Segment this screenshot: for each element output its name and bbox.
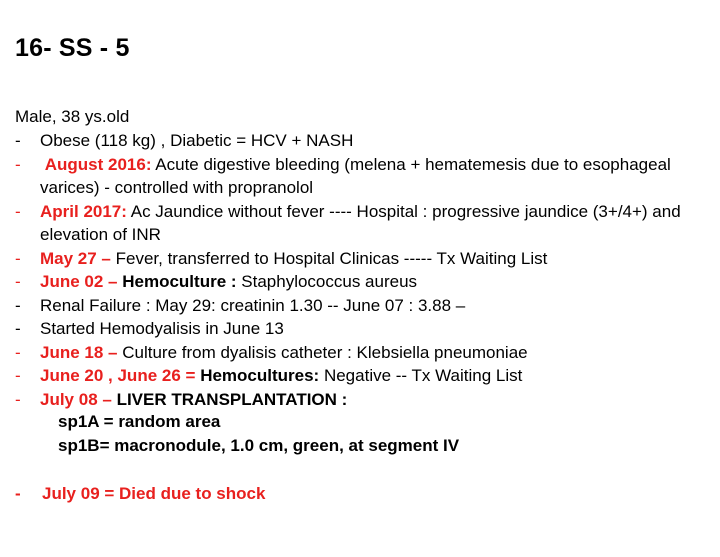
item-text: Obese (118 kg) , Diabetic = HCV + NASH bbox=[40, 131, 354, 150]
item-text: Started Hemodyalisis in June 13 bbox=[40, 319, 284, 338]
item-date-label: August 2016: bbox=[44, 154, 152, 174]
item-text: Renal Failure : May 29: creatinin 1.30 -- June 07 : 3.88 – bbox=[40, 295, 466, 315]
item-text: Staphylococcus aureus bbox=[241, 272, 418, 291]
item-text: Acute digestive bleeding (melena + hematemesis due to esophageal varices) - controlled with propranolol bbox=[40, 154, 671, 197]
item-date-label: June 18 – bbox=[40, 342, 118, 362]
item-text: Culture from dyalisis catheter : Klebsiella pneumoniae bbox=[122, 342, 528, 362]
list-item bbox=[15, 294, 705, 318]
item-date-label: June 20 , June 26 = bbox=[40, 366, 196, 385]
item-date-label: July 08 – bbox=[40, 389, 112, 409]
list-item bbox=[15, 129, 705, 153]
timeline-list bbox=[15, 129, 705, 411]
slide-title: 16- SS - 5 bbox=[15, 34, 130, 62]
item-text: Fever, transferred to Hospital Clinicas ----- Tx Waiting List bbox=[115, 248, 548, 268]
list-item bbox=[15, 341, 705, 365]
list-item bbox=[15, 200, 705, 247]
item-text: Ac Jaundice without fever ---- Hospital : progressive jaundice (3+/4+) and elevation of INR bbox=[40, 201, 681, 244]
list-item bbox=[15, 388, 705, 412]
bullet-dash: - bbox=[15, 484, 21, 503]
item-bold-label: LIVER TRANSPLANTATION : bbox=[116, 389, 348, 409]
list-item bbox=[15, 364, 705, 388]
item-date-label: May 27 – bbox=[40, 248, 111, 268]
list-item bbox=[15, 247, 705, 271]
bullet-dash: - bbox=[15, 319, 21, 338]
list-item bbox=[15, 317, 705, 341]
specimen-line-2: sp1B= macronodule, 1.0 cm, green, at segment IV bbox=[58, 436, 460, 455]
item-text: Negative -- Tx Waiting List bbox=[323, 366, 523, 385]
bullet-dash: - bbox=[15, 154, 21, 174]
final-outcome bbox=[15, 484, 265, 504]
bullet-dash: - bbox=[15, 201, 21, 221]
item-date-label: June 02 – bbox=[40, 272, 118, 291]
item-date-label: April 2017: bbox=[40, 201, 127, 221]
list-item bbox=[15, 270, 705, 294]
bullet-dash: - bbox=[15, 248, 21, 268]
bullet-dash: - bbox=[15, 342, 21, 362]
bullet-dash: - bbox=[15, 295, 21, 315]
patient-intro: Male, 38 ys.old bbox=[15, 107, 130, 126]
bullet-dash: - bbox=[15, 389, 21, 409]
item-bold-label: Hemoculture : bbox=[122, 272, 237, 291]
bullet-dash: - bbox=[15, 131, 21, 150]
bullet-dash: - bbox=[15, 272, 21, 291]
bullet-dash: - bbox=[15, 366, 21, 385]
list-item bbox=[15, 153, 705, 200]
item-bold-label: Hemocultures: bbox=[200, 366, 320, 385]
specimen-line-1: sp1A = random area bbox=[58, 412, 221, 431]
final-text: July 09 = Died due to shock bbox=[42, 484, 266, 503]
